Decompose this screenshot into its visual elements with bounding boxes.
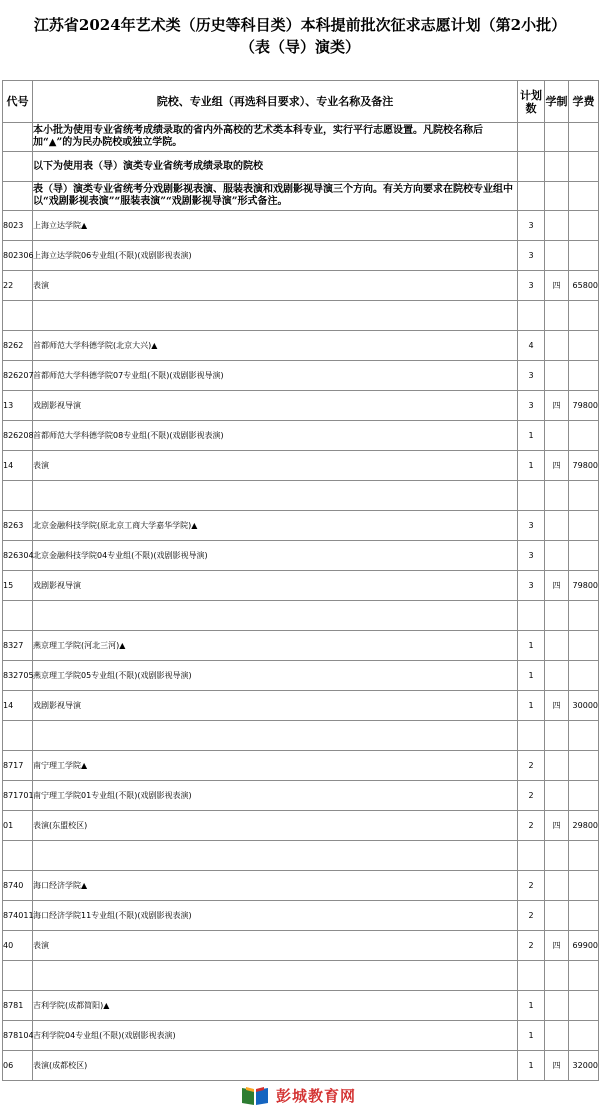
note-code-cell <box>3 152 33 182</box>
table-row <box>3 571 599 601</box>
system-cell <box>545 781 569 811</box>
table-row <box>3 991 599 1021</box>
note-code-cell <box>3 123 33 152</box>
code-cell: 8263 <box>3 511 33 541</box>
table-row <box>3 241 599 271</box>
fee-cell <box>569 901 599 931</box>
note-fee-cell <box>569 152 599 182</box>
code-cell <box>3 961 33 991</box>
plan-cell: 2 <box>518 931 545 961</box>
table-row <box>3 541 599 571</box>
plan-cell: 2 <box>518 871 545 901</box>
system-cell: 四 <box>545 811 569 841</box>
table-row <box>3 631 599 661</box>
fee-cell <box>569 421 599 451</box>
name-cell: 北京金融科技学院04专业组(不限)(戏剧影视导演) <box>33 541 518 571</box>
name-cell: 北京金融科技学院(原北京工商大学嘉华学院)▲ <box>33 511 518 541</box>
fee-cell <box>569 481 599 511</box>
plan-cell: 3 <box>518 571 545 601</box>
table-row <box>3 691 599 721</box>
code-cell: 8717 <box>3 751 33 781</box>
name-cell: 表演(东盟校区) <box>33 811 518 841</box>
system-cell <box>545 541 569 571</box>
name-cell: 表演 <box>33 271 518 301</box>
system-cell <box>545 721 569 751</box>
system-cell <box>545 301 569 331</box>
fee-cell <box>569 211 599 241</box>
table-row <box>3 751 599 781</box>
header-plan: 计划数 <box>518 81 545 123</box>
system-cell <box>545 631 569 661</box>
header-name: 院校、专业组（再选科目要求）、专业名称及备注 <box>33 81 518 123</box>
note-text: 以下为使用表（导）演类专业省统考成绩录取的院校 <box>33 152 518 182</box>
plan-cell <box>518 841 545 871</box>
code-cell: 878104 <box>3 1021 33 1051</box>
fee-cell <box>569 631 599 661</box>
code-cell: 8327 <box>3 631 33 661</box>
plan-cell <box>518 301 545 331</box>
plan-cell: 1 <box>518 991 545 1021</box>
name-cell: 海口经济学院11专业组(不限)(戏剧影视表演) <box>33 901 518 931</box>
code-cell: 40 <box>3 931 33 961</box>
plan-cell: 4 <box>518 331 545 361</box>
title-line-1: 江苏省2024年艺术类（历史等科目类）本科提前批次征求志愿计划（第2小批） <box>33 16 567 34</box>
fee-cell <box>569 1021 599 1051</box>
table-row <box>3 601 599 631</box>
code-cell <box>3 481 33 511</box>
code-cell: 826208 <box>3 421 33 451</box>
code-cell: 8781 <box>3 991 33 1021</box>
name-cell: 南宁理工学院01专业组(不限)(戏剧影视表演) <box>33 781 518 811</box>
book-logo-icon <box>240 1084 270 1106</box>
name-cell: 吉利学院(成都简阳)▲ <box>33 991 518 1021</box>
system-cell <box>545 421 569 451</box>
note-row <box>3 123 599 152</box>
note-system-cell <box>545 152 569 182</box>
plan-cell: 1 <box>518 691 545 721</box>
plan-cell: 2 <box>518 781 545 811</box>
fee-cell <box>569 661 599 691</box>
watermark <box>240 1083 356 1107</box>
fee-cell: 30000 <box>569 691 599 721</box>
name-cell: 首都师范大学科德学院(北京大兴)▲ <box>33 331 518 361</box>
code-cell: 8740 <box>3 871 33 901</box>
name-cell: 燕京理工学院(河北三河)▲ <box>33 631 518 661</box>
title-line-2: （表（导）演类） <box>239 38 360 56</box>
code-cell <box>3 601 33 631</box>
table-row <box>3 781 599 811</box>
plan-cell: 1 <box>518 631 545 661</box>
note-plan-cell <box>518 182 545 211</box>
fee-cell <box>569 721 599 751</box>
note-text: 本小批为使用专业省统考成绩录取的省内外高校的艺术类本科专业，实行平行志愿设置。凡院校名称后加“▲”的为民办院校或独立学院。 <box>33 123 518 152</box>
plan-cell <box>518 601 545 631</box>
name-cell <box>33 841 518 871</box>
table-row <box>3 301 599 331</box>
table-row <box>3 901 599 931</box>
name-cell: 吉利学院04专业组(不限)(戏剧影视表演) <box>33 1021 518 1051</box>
system-cell: 四 <box>545 271 569 301</box>
name-cell <box>33 301 518 331</box>
note-plan-cell <box>518 152 545 182</box>
table-row <box>3 511 599 541</box>
code-cell: 06 <box>3 1051 33 1081</box>
name-cell: 海口经济学院▲ <box>33 871 518 901</box>
plan-cell: 2 <box>518 751 545 781</box>
system-cell: 四 <box>545 451 569 481</box>
name-cell <box>33 961 518 991</box>
code-cell: 802306 <box>3 241 33 271</box>
table-row <box>3 361 599 391</box>
system-cell <box>545 361 569 391</box>
note-fee-cell <box>569 182 599 211</box>
fee-cell <box>569 961 599 991</box>
system-cell <box>545 241 569 271</box>
name-cell <box>33 601 518 631</box>
table-row <box>3 961 599 991</box>
name-cell: 上海立达学院06专业组(不限)(戏剧影视表演) <box>33 241 518 271</box>
code-cell: 826207 <box>3 361 33 391</box>
note-plan-cell <box>518 123 545 152</box>
plan-cell: 1 <box>518 661 545 691</box>
fee-cell: 65800 <box>569 271 599 301</box>
plan-cell: 3 <box>518 541 545 571</box>
name-cell: 首都师范大学科德学院08专业组(不限)(戏剧影视表演) <box>33 421 518 451</box>
code-cell: 8262 <box>3 331 33 361</box>
fee-cell <box>569 871 599 901</box>
name-cell: 南宁理工学院▲ <box>33 751 518 781</box>
code-cell <box>3 841 33 871</box>
table-row <box>3 721 599 751</box>
plan-cell <box>518 961 545 991</box>
plan-cell <box>518 721 545 751</box>
system-cell <box>545 961 569 991</box>
plan-cell: 3 <box>518 241 545 271</box>
code-cell: 14 <box>3 691 33 721</box>
name-cell: 首都师范大学科德学院07专业组(不限)(戏剧影视导演) <box>33 361 518 391</box>
fee-cell <box>569 241 599 271</box>
system-cell <box>545 661 569 691</box>
table-row <box>3 331 599 361</box>
fee-cell: 79800 <box>569 451 599 481</box>
header-system: 学制 <box>545 81 569 123</box>
name-cell: 戏剧影视导演 <box>33 571 518 601</box>
system-cell <box>545 991 569 1021</box>
code-cell: 14 <box>3 451 33 481</box>
plan-cell: 3 <box>518 271 545 301</box>
table-row <box>3 661 599 691</box>
name-cell: 表演 <box>33 931 518 961</box>
plan-cell: 1 <box>518 1021 545 1051</box>
name-cell: 表演 <box>33 451 518 481</box>
fee-cell <box>569 331 599 361</box>
table-row <box>3 211 599 241</box>
fee-cell <box>569 511 599 541</box>
code-cell: 832705 <box>3 661 33 691</box>
table-row <box>3 811 599 841</box>
plan-cell: 3 <box>518 391 545 421</box>
table-row <box>3 1021 599 1051</box>
system-cell <box>545 871 569 901</box>
code-cell <box>3 301 33 331</box>
system-cell: 四 <box>545 391 569 421</box>
code-cell: 01 <box>3 811 33 841</box>
name-cell <box>33 481 518 511</box>
plan-cell: 1 <box>518 421 545 451</box>
code-cell: 874011 <box>3 901 33 931</box>
fee-cell <box>569 361 599 391</box>
fee-cell: 79800 <box>569 571 599 601</box>
fee-cell <box>569 541 599 571</box>
system-cell: 四 <box>545 931 569 961</box>
table-row <box>3 871 599 901</box>
note-system-cell <box>545 123 569 152</box>
page-title <box>0 14 600 58</box>
code-cell: 871701 <box>3 781 33 811</box>
fee-cell <box>569 841 599 871</box>
table-header-row <box>3 81 599 123</box>
code-cell: 826304 <box>3 541 33 571</box>
plan-cell: 3 <box>518 511 545 541</box>
plan-cell: 1 <box>518 451 545 481</box>
table-row <box>3 841 599 871</box>
plan-cell: 3 <box>518 361 545 391</box>
table-row <box>3 1051 599 1081</box>
fee-cell: 79800 <box>569 391 599 421</box>
header-code: 代号 <box>3 81 33 123</box>
plan-cell: 3 <box>518 211 545 241</box>
fee-cell <box>569 781 599 811</box>
note-row <box>3 182 599 211</box>
system-cell <box>545 901 569 931</box>
table-row <box>3 421 599 451</box>
system-cell <box>545 601 569 631</box>
plan-cell: 2 <box>518 901 545 931</box>
plan-table <box>2 80 599 1081</box>
note-text: 表（导）演类专业省统考分戏剧影视表演、服装表演和戏剧影视导演三个方向。有关方向要求在院校专业组中以“戏剧影视表演”“服装表演”“戏剧影视导演”形式备注。 <box>33 182 518 211</box>
plan-cell: 1 <box>518 1051 545 1081</box>
fee-cell: 32000 <box>569 1051 599 1081</box>
code-cell: 8023 <box>3 211 33 241</box>
name-cell: 戏剧影视导演 <box>33 691 518 721</box>
plan-cell: 2 <box>518 811 545 841</box>
system-cell <box>545 331 569 361</box>
system-cell <box>545 481 569 511</box>
table-row <box>3 391 599 421</box>
table-row <box>3 931 599 961</box>
system-cell: 四 <box>545 1051 569 1081</box>
fee-cell <box>569 751 599 781</box>
name-cell: 上海立达学院▲ <box>33 211 518 241</box>
name-cell: 表演(成都校区) <box>33 1051 518 1081</box>
watermark-text: 彭城教育网 <box>276 1086 357 1105</box>
code-cell: 13 <box>3 391 33 421</box>
name-cell: 戏剧影视导演 <box>33 391 518 421</box>
fee-cell <box>569 601 599 631</box>
fee-cell: 69900 <box>569 931 599 961</box>
code-cell: 22 <box>3 271 33 301</box>
name-cell <box>33 721 518 751</box>
note-code-cell <box>3 182 33 211</box>
table-row <box>3 481 599 511</box>
note-row <box>3 152 599 182</box>
fee-cell: 29800 <box>569 811 599 841</box>
system-cell <box>545 211 569 241</box>
fee-cell <box>569 301 599 331</box>
system-cell: 四 <box>545 691 569 721</box>
system-cell <box>545 841 569 871</box>
note-system-cell <box>545 182 569 211</box>
system-cell <box>545 1021 569 1051</box>
system-cell <box>545 511 569 541</box>
system-cell: 四 <box>545 571 569 601</box>
table-row <box>3 451 599 481</box>
plan-cell <box>518 481 545 511</box>
table-row <box>3 271 599 301</box>
code-cell: 15 <box>3 571 33 601</box>
note-fee-cell <box>569 123 599 152</box>
header-fee: 学费 <box>569 81 599 123</box>
name-cell: 燕京理工学院05专业组(不限)(戏剧影视导演) <box>33 661 518 691</box>
fee-cell <box>569 991 599 1021</box>
system-cell <box>545 751 569 781</box>
code-cell <box>3 721 33 751</box>
